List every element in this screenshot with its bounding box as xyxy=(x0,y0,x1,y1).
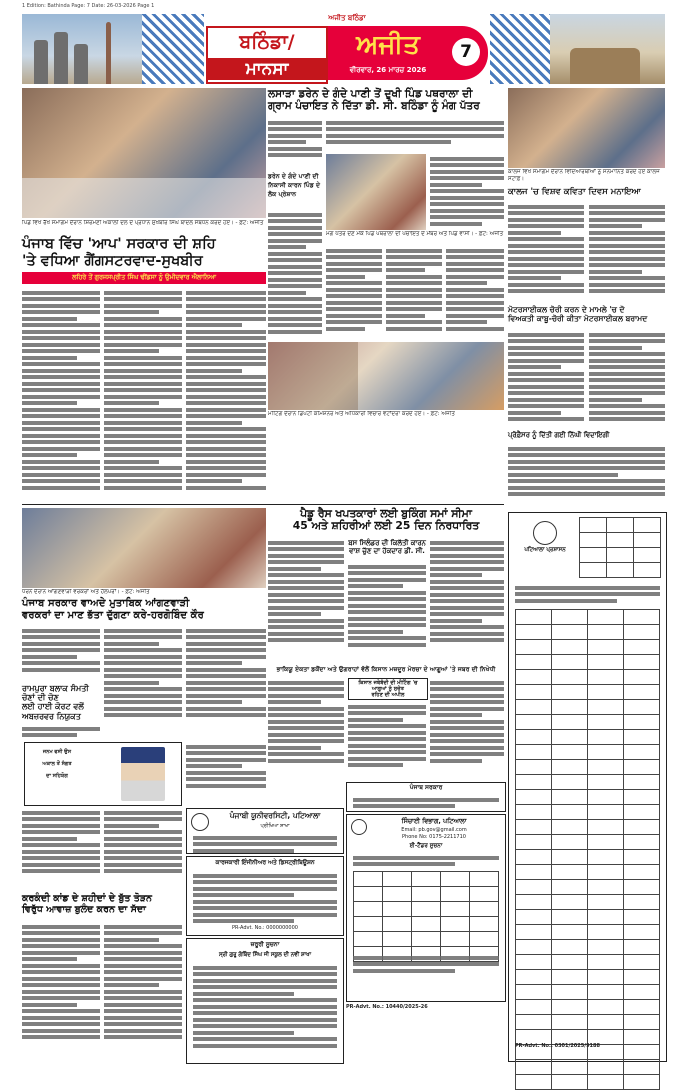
main-photo-caption: ਪਿੰਡ ਵਿਖੇ ਰੱਖੇ ਸਮਾਗਮ ਦੌਰਾਨ ਸ਼ਿਰੋਮਣੀ ਅਕਾਲੀ ਦਲ ਦੇ ਪ੍ਰਧਾਨ ਸੁਖਬੀਰ ਸਿੰਘ ਬਾਦਲ ਸੰਬੋਧਨ ਕਰਦੇ ਹੋਏ। - ਫ਼ੋਟੋ: ਅਜੀਤ xyxy=(22,220,264,226)
header-pattern-right xyxy=(490,14,550,84)
irrigation-ad xyxy=(346,814,506,1002)
university-ad xyxy=(186,808,344,854)
college-story-col-1 xyxy=(508,202,584,302)
main-headline-line2: 'ਤੇ ਵਧਿਆ ਗੈਂਗਸਟਰਵਾਦ-ਸੁਖਬੀਰ xyxy=(22,252,203,269)
block-samiti-headline xyxy=(22,684,102,721)
anganwadi-photo xyxy=(22,508,266,588)
top-story-col-1 xyxy=(268,118,322,172)
engineering-title: ਕਾਰਜਕਾਰੀ ਇੰਜੀਨੀਅਰ ਅਤੇ ਡਿਸਟ੍ਰੀਬਿਊਸ਼ਨ xyxy=(215,860,315,866)
cylinder-headline xyxy=(348,540,426,556)
lead-story-photo xyxy=(326,154,426,230)
obituary-col xyxy=(186,742,266,804)
main-story-col-1 xyxy=(22,288,100,498)
obituary-label-2: ਅਕਾਲ ਤੋਂ ਸੰਗਤ xyxy=(42,761,72,767)
college-story-col-2 xyxy=(589,202,665,302)
side-subhead: ਡਰੇਨ ਦੇ ਗੰਦੇ ਪਾਣੀ ਦੀ ਨਿਕਾਸੀ ਕਾਰਨ ਪਿੰਡ ਦੇ ਲੋਕ ਪ੍ਰੇਸ਼ਾਨ xyxy=(268,173,321,198)
farm-notice-headline xyxy=(351,681,425,699)
booking-headline xyxy=(268,508,504,533)
top-story-col-6 xyxy=(446,246,504,340)
booking-headline-line2: 45 ਅਤੇ ਸ਼ਹਿਰੀਆਂ ਲਈ 25 ਦਿਨ ਨਿਰਧਾਰਿਤ xyxy=(292,519,480,533)
masthead-paper-box xyxy=(328,26,488,80)
city-top: ਬਠਿੰਡਾ/ xyxy=(239,31,295,53)
header-right-photo xyxy=(550,14,665,84)
header-pattern-left xyxy=(142,14,204,84)
tender-table xyxy=(353,871,499,962)
booking-col-2 xyxy=(348,562,426,664)
farm-notice-headline-line2: ਰਹਿਣ ਦੀ ਅਪੀਲ xyxy=(371,691,405,698)
anganwadi-photo-caption: ਧਰਨੇ ਦੌਰਾਨ ਆਂਗਣਵਾੜੀ ਵਰਕਰਾਂ ਅਤੇ ਹੈਲਪਰਾਂ। - ਫ਼ੋਟੋ: ਅਜੀਤ xyxy=(22,589,150,595)
main-subhead: ਲਹਿਰੇ ਤੋਂ ਗੁਰਜਸਪ੍ਰੀਤ ਸਿੰਘ ਢੀਂਡਸਾ ਨੂੰ ਉਮੀਦਵਾਰ ਐਲਾਨਿਆ xyxy=(22,272,266,284)
contact-phone: Phone No: 0175-2211710 xyxy=(402,834,466,840)
bike-story-col-2 xyxy=(589,330,665,430)
masthead-city-box xyxy=(206,26,328,84)
page-number: 7 xyxy=(452,38,480,66)
university-emblem-icon xyxy=(191,813,209,831)
header-left-photo xyxy=(22,14,142,84)
college-photo-caption: ਕਾਲਜ ਵਿਖੇ ਸਮਾਗਮ ਦੌਰਾਨ ਵਿਦਿਆਰਥੀਆਂ ਨੂੰ ਸਨਮਾਨਿਤ ਕਰਦੇ ਹੋਏ ਕਾਲਜ ਸਟਾਫ਼। xyxy=(508,169,660,182)
bottom-headline xyxy=(22,894,186,916)
bottom-headline-line2: ਵਿਰੁੱਧ ਆਵਾਜ਼ ਬੁਲੰਦ ਕਰਨ ਦਾ ਸੱਦਾ xyxy=(22,903,146,915)
bike-theft-headline xyxy=(508,306,665,323)
farm-notice-box xyxy=(348,678,428,700)
top-headline-line2: ਗ੍ਰਾਮ ਪੰਚਾਇਤ ਨੇ ਦਿੱਤਾ ਡੀ. ਸੀ. ਬਠਿੰਡਾ ਨੂੰ ਮੰਗ ਪੱਤਰ xyxy=(268,100,480,113)
booking-col-1 xyxy=(268,538,344,664)
bike-theft-headline-line2: ਵਿਅਕਤੀ ਕਾਬੂ-ਚੋਰੀ ਕੀਤਾ ਮੋਟਰਸਾਈਕਲ ਬਰਾਮਦ xyxy=(508,313,648,323)
edition-label: ਅਜੀਤ ਬਠਿੰਡਾ xyxy=(328,14,366,22)
meeting-photo xyxy=(268,342,504,410)
university-title: ਪੰਜਾਬੀ ਯੂਨੀਵਰਸਿਟੀ, ਪਟਿਆਲਾ xyxy=(229,811,321,820)
tender-label: ਈ-ਟੈਂਡਰ ਸੂਚਨਾ xyxy=(409,843,443,849)
masthead-date: ਵੀਰਵਾਰ, 26 ਮਾਰਚ 2026 xyxy=(349,66,427,74)
bottom-story-col-1 xyxy=(22,922,100,1062)
bottom-headline-line1: ਕਰਕੰਦੀ ਕਾਂਡ ਦੇ ਸ਼ਹੀਦਾਂ ਦੇ ਬੁੱਤ ਤੋੜਨ xyxy=(22,893,152,904)
college-headline: ਕਾਲਜ 'ਚ ਵਿਸ਼ਵ ਕਵਿਤਾ ਦਿਵਸ ਮਨਾਇਆ xyxy=(508,187,641,197)
obituary-label-3: ਦਾ ਸਹਿਯੋਗ xyxy=(46,773,68,779)
irrigation-title: ਸਿੰਚਾਈ ਵਿਭਾਗ, ਪਟਿਆਲਾ xyxy=(401,817,467,825)
obituary-box xyxy=(24,742,182,806)
booking-headline-line1: ਪੈਡੂ ਰੈਸ ਖਪਤਕਾਰਾਂ ਲਈ ਬੁਕਿੰਗ ਸਮਾਂ ਸੀਮਾ xyxy=(300,507,472,520)
bottom-notice-sub: ਸ੍ਰੀ ਗੁਰੂ ਗੋਬਿੰਦ ਸਿੰਘ ਜੀ ਸਕੂਲ ਦੀ ਨਵੀਂ ਸ਼ਾਖਾ xyxy=(218,952,312,958)
main-headline-line1: ਪੰਜਾਬ ਵਿੱਚ 'ਆਪ' ਸਰਕਾਰ ਦੀ ਸ਼ਹਿ xyxy=(22,236,216,252)
main-story-photo xyxy=(22,88,266,218)
govt-notice-label: ਪੰਜਾਬ ਸਰਕਾਰ xyxy=(409,784,443,791)
govt-ad-left-block xyxy=(515,517,575,577)
farmer-col-2 xyxy=(348,702,426,778)
govt-ad-table-top xyxy=(579,517,661,578)
govt-notice-title: ਪਟਿਆਲਾ ਪ੍ਰਸ਼ਾਸਨ xyxy=(524,547,566,553)
bike-story-col-1 xyxy=(508,330,584,430)
anganwadi-col-1 xyxy=(22,626,100,682)
top-story-col-4 xyxy=(326,246,382,340)
masthead xyxy=(206,14,488,84)
anganwadi-headline-line2: ਵਰਕਰਾਂ ਦਾ ਮਾਣ ਭੱਤਾ ਦੁੱਗਣਾ ਕਰੇ-ਹਰਗੋਬਿੰਦ ਕੌਰ xyxy=(22,609,204,621)
booking-col-3 xyxy=(430,538,504,664)
engineering-ad xyxy=(186,856,344,936)
farmer-col-3 xyxy=(430,678,504,778)
college-photo xyxy=(508,88,665,168)
main-headline xyxy=(22,236,266,269)
section-divider xyxy=(22,504,504,505)
cylinder-headline-line1: ਬਸ ਸਿਲੰਡਰ ਦੀ ਕਿਲੱਤੀ ਕਾਰਨ xyxy=(348,539,426,547)
paper-name: ਅਜੀਤ xyxy=(356,30,420,60)
contact-email: Email: pb.gov@gmail.com xyxy=(401,827,467,833)
main-story-col-3 xyxy=(186,288,266,498)
farewell-subhead: ਪ੍ਰੋਫ਼ੈਸਰ ਨੂੰ ਦਿੱਤੀ ਗਈ ਨਿੱਘੀ ਵਿਦਾਇਗੀ xyxy=(508,431,610,439)
left-bottom-col-1 xyxy=(22,808,100,890)
block-samiti-headline-line2: ਲਈ ਹਾਈ ਕੋਰਟ ਵਲੋਂ ਅਬਜ਼ਰਵਰ ਨਿਯੁਕਤ xyxy=(22,702,84,721)
main-story-col-2 xyxy=(104,288,182,498)
cylinder-headline-line2: ਵਾਸ਼ ਚੁੱਣ ਦਾ ਹੱਕਦਾਰ ਡੀ. ਸੀ. xyxy=(349,546,425,555)
pr-number-3: PR-Advt. No.: 0301/2025/9188 xyxy=(515,1043,600,1049)
irrigation-emblem-icon xyxy=(351,819,367,835)
top-headline-line1: ਲਸਾੜਾ ਡਰੇਨ ਦੇ ਗੰਦੇ ਪਾਣੀ ਤੋਂ ਦੁਖੀ ਪਿੰਡ ਪਥਰਾਲਾ ਦੀ xyxy=(268,88,473,100)
govt-notice-box xyxy=(346,782,506,812)
top-headline xyxy=(268,88,504,112)
obituary-photo xyxy=(121,747,165,801)
top-story-col-3 xyxy=(430,154,504,230)
meeting-photo-caption: ਮੀਟਿੰਗ ਦੌਰਾਨ ਡਿਪਟੀ ਕਮਿਸ਼ਨਰ ਅਤੇ ਅਧਿਕਾਰੀ ਵਿਚਾਰ ਵਟਾਂਦਰਾ ਕਰਦੇ ਹੋਏ। - ਫ਼ੋਟੋ: ਅਜੀਤ xyxy=(268,411,455,417)
bike-theft-headline-line1: ਮੋਟਰਸਾਈਕਲ ਚੋਰੀ ਕਰਨ ਦੇ ਮਾਮਲੇ 'ਚ ਦੋ xyxy=(508,305,625,314)
farmer-col-1 xyxy=(268,678,344,778)
university-sub: ਪ੍ਰੀਖਿਆ ਸ਼ਾਖਾ xyxy=(260,823,290,829)
punjab-emblem-icon xyxy=(533,521,557,545)
farewell-story xyxy=(508,444,665,508)
pr-number-1: PR-Advt. No.: 0000000000 xyxy=(232,925,298,931)
govt-ad-table-main xyxy=(515,609,660,1090)
pr-number-2: PR-Advt. No.: 10440/2025-26 xyxy=(346,1004,428,1010)
crop-header: 1 Edition: Bathinda Page: 7 Date: 26-03-2026 Page 1 xyxy=(22,3,155,9)
top-story-col-2 xyxy=(268,210,322,340)
anganwadi-headline-line1: ਪੰਜਾਬ ਸਰਕਾਰ ਵਾਅਦੇ ਮੁਤਾਬਿਕ ਆਂਗਣਵਾੜੀ xyxy=(22,598,190,609)
obituary-label-1: ਜਨਮ ਵਸੀ ਉਸ xyxy=(42,749,72,755)
bottom-notice-title: ਜ਼ਰੂਰੀ ਸੂਚਨਾ xyxy=(250,941,280,948)
left-bottom-col-2 xyxy=(104,808,182,890)
farm-notice-headline-line1: ਕਿਸਾਨ ਜਥੇਬੰਦੀ ਦੀ ਮੀਟਿੰਗ 'ਚ ਆਗੂਆਂ ਨੂੰ ਸੁਚੇਤ xyxy=(358,680,418,692)
top-story-intro xyxy=(326,118,504,152)
block-samiti-headline-line1: ਰਾਮਪੁਰਾ ਬਲਾਕ ਸੰਮਤੀ ਚੋਣਾਂ ਦੀ ਚੋਣ xyxy=(22,684,89,703)
anganwadi-col-2 xyxy=(104,626,182,738)
top-story-col-5 xyxy=(386,246,442,340)
block-samiti-col xyxy=(22,724,100,738)
govt-tender-ad xyxy=(508,512,667,1062)
school-notice-ad xyxy=(186,938,344,1064)
lead-photo-caption: ਮੰਗ ਪੱਤਰ ਦੇਣ ਮੌਕੇ ਪਿੰਡ ਪਥਰਾਲਾ ਦੀ ਪੰਚਾਇਤ ਦੇ ਮੈਂਬਰ ਅਤੇ ਪਿੰਡ ਵਾਸੀ। - ਫ਼ੋਟੋ: ਅਜੀਤ xyxy=(326,231,504,237)
anganwadi-headline xyxy=(22,598,266,621)
anganwadi-col-3 xyxy=(186,626,266,738)
city-bottom: ਮਾਨਸਾ xyxy=(208,58,326,80)
farmer-headline: ਭਾਕਿਯੂ ਏਕਤਾ ਡਕੌਂਦਾ ਅਤੇ ਉਗਰਾਹਾਂ ਵੱਲੋਂ ਕਿਸਾਨ ਮਜ਼ਦੂਰ ਮੋਰਚਾ ਦੇ ਆਗੂਆਂ 'ਤੇ ਜਬਰ ਦੀ ਨਿਖੇਧੀ xyxy=(276,666,496,673)
bottom-story-col-2 xyxy=(104,922,182,1062)
